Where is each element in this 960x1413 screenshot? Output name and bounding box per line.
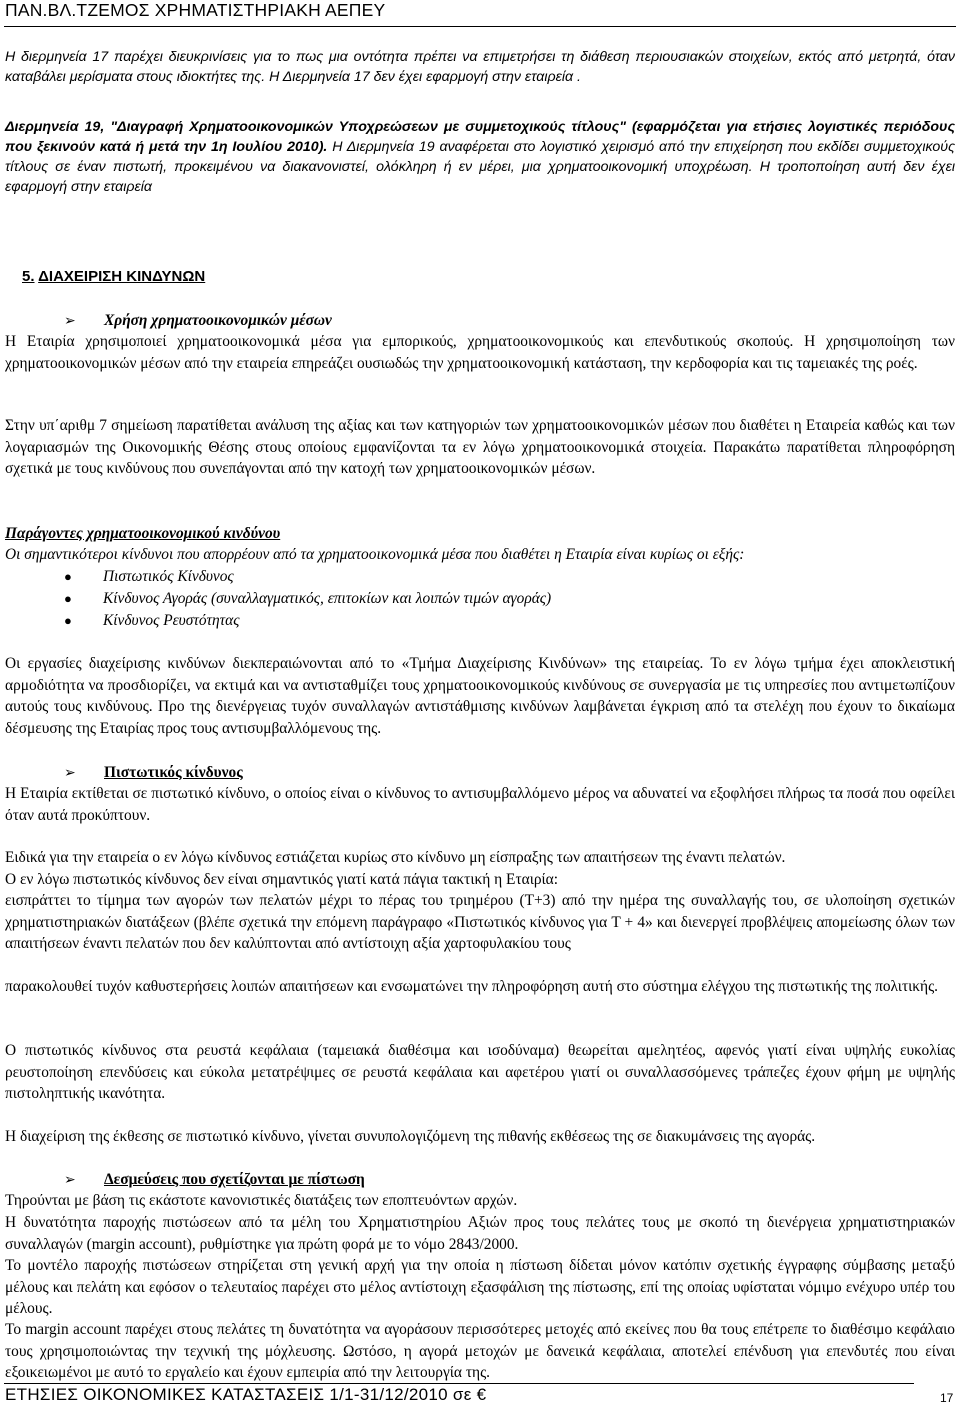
list-item-label: Κίνδυνος Ρευστότητας [103,612,240,629]
header-rule [4,26,956,27]
risk-list [64,566,551,632]
footer-rule [4,1383,914,1384]
factors-heading-label: Παράγοντες χρηματοοικονομικού κινδύνου [5,525,281,542]
paragraph-margin-account-law: Η δυνατότητα παροχής πιστώσεων από τα μέλη του Χρηματιστηρίου Αξιών προς τους πελάτες τους με σκοπό τη διενέργεια χρηματιστηριακών συναλλαγών (margin account), ρυθμίστηκε για πρώτη φορά με το νόμο 2843/2000. [5,1214,955,1253]
paragraph-commitments-regulation: Τηρούνται με βάση τις εκάστοτε κανονιστικές διατάξεις των εποπτευόντων αρχών. [5,1192,518,1209]
bullet-icon: ● [64,613,72,628]
paragraph-credit-model: Το μοντέλο παροχής πιστώσεων στηρίζεται στη γενική αρχή για την οποία η πίστωση δίδεται μόνον κατόπιν σχετικής έγγραφης σύμβασης μεταξύ μέλους και πελάτη και εφόσον ο τελευταίος παρέχει στο μέλος αντίστοιχη εξασφάλιση της πίστωσης, επί της οποίας υφίσταται νόμιμο ενέχυρο υπέρ του μέλους. [5,1257,955,1318]
list-item [64,588,551,610]
bullet-icon: ● [64,569,72,584]
subheading-credit-commitments [64,1169,365,1192]
list-item [64,566,551,588]
paragraph-interpretation-19 [5,117,955,197]
paragraph-credit-policy: Ο εν λόγω πιστωτικός κίνδυνος δεν είναι σημαντικός γιατί κατά πάγια τακτική η Εταιρία: [5,871,559,888]
page-number: 17 [940,1391,954,1405]
list-item-label: Κίνδυνος Αγοράς (συναλλαγματικός, επιτοκίων και λοιπών τιμών αγοράς) [103,590,552,607]
subheading-credit-risk-label: Πιστωτικός κίνδυνος [104,764,243,781]
section-number: 5. [22,268,35,285]
factors-heading [5,523,955,545]
paragraph-interpretation-17: Η διερμηνεία 17 παρέχει διευκρινίσεις για το πως μια οντότητα πρέπει να επιμετρήσει τη διάθεση περιουσιακών στοιχείων, εκτός από μετρητά, όταν καταβάλει μερίσματα στους ιδιοκτήτες της. Η Διερμηνεία 17 δεν έχει εφαρμογή στην εταιρεία . [5,49,955,85]
paragraph-credit-exposure-management: Η διαχείριση της έκθεσης σε πιστωτικό κίνδυνο, γίνεται συνυπολογιζόμενη της πιθανής εκθέσεως της σε διακυμάνσεις της αγοράς. [5,1128,816,1145]
arrow-bullet-icon: ➢ [64,765,76,781]
section-heading [22,268,205,285]
subheading-financial-instruments-label: Χρήση χρηματοοικονομικών μέσων [104,312,332,329]
factors-intro-text: Οι σημαντικότεροι κίνδυνοι που απορρέουν από τα χρηματοοικονομικά μέσα που διαθέτει η Εταιρία είναι κυρίως οι εξής: [5,546,745,563]
page-header: ΠΑΝ.ΒΛ.ΤΖΕΜΟΣ ΧΡΗΜΑΤΙΣΤΗΡΙΑΚΗ ΑΕΠΕΥ [5,0,386,20]
bullet-icon: ● [64,591,72,606]
section-title: ΔΙΑΧΕΙΡΙΣΗ ΚΙΝΔΥΝΩΝ [38,268,206,285]
subheading-credit-commitments-label: Δεσμεύσεις που σχετίζονται με πίστωση [104,1171,365,1188]
interpretation-19-body: Η Διερμηνεία 19 αναφέρεται στο λογιστικό χειρισμό από την επιχείρηση που εκδίδει συμμετοχικούς τίτλους σε έναν πιστωτή, προκειμένου να διακανονιστεί, ολόκληρη ή εν μέρει, μια χρηματοοικονομική υποχρέωση. Η τροποποίηση αυτή δεν έχει εφαρμογή στην εταιρεία [5,139,955,195]
interpretation-19-heading: Διερμηνεία 19, "Διαγραφή Χρηματοοικονομικών Υποχρεώσεων με συμμετοχικούς τίτλους" (εφαρμόζεται για ετήσιες λογιστικές περιόδους που ξεκινούν κατά ή μετά την 1η Ιουλίου 2010). [5,119,955,155]
paragraph-credit-exposure: Η Εταιρία εκτίθεται σε πιστωτικό κίνδυνο, ο οποίος είναι ο κίνδυνος το αντισυμβαλλόμενο μέρος να αδυνατεί να εξοφλήσει πλήρως τα ποσά που οφείλει όταν αυτά προκύπτουν. [5,785,955,824]
paragraph-note-7: Στην υπ΄αριθμ 7 σημείωση παρατίθεται ανάλυση της αξίας και των κατηγοριών των χρηματοοικονομικών μέσων που διαθέτει η Εταιρεία καθώς και των λογαριασμών της Οικονομικής Θέσης στους οποίους εμφανίζονται τα εν λόγω χρηματοοικονομικά στοιχεία. Παρακάτω παρατίθεται πληροφόρηση σχετικά με τους κινδύνους που συνεπάγονται από την κατοχή των χρηματοοικονομικών μέσων. [5,417,955,478]
paragraph-credit-collection: εισπράττει το τίμημα των αγορών των πελατών μέχρι το πέρας του τριημέρου (T+3) από την ημέρα της συναλλαγής του, σε υλοποίηση σχετικών χρηματιστηριακών διατάξεων (βλέπε σχετικά την επόμενη παράγραφο «Πιστωτικός κίνδυνος για T + 4» και διενεργεί προβλέψεις απομείωσης όλων των απαιτήσεων έναντι πελατών που δεν καλύπτονται από αντίστοιχη αξία χαρτοφυλακίου τους [5,892,955,953]
paragraph-cash-credit-risk: Ο πιστωτικός κίνδυνος στα ρευστά κεφάλαια (ταμειακά διαθέσιμα και ισοδύναμα) θεωρείται αμελητέος, αφενός γιατί είναι υψηλής ευκολίας ρευστοποίηση επενδύσεις και εύκολα μετατρέψιμες σε ρευστά κεφάλαια και αφετέρου γιατί οι συναλλασσόμενες τράπεζες έχουν φήμη με υψηλής πιστοληπτικής ικανότητα. [5,1042,955,1103]
subheading-credit-risk [64,762,243,785]
arrow-bullet-icon: ➢ [64,313,76,329]
paragraph-financial-instruments-use: Η Εταιρία χρησιμοποιεί χρηματοοικονομικά μέσα για εμπορικούς, χρηματοοικονομικούς και επενδυτικούς σκοπούς. Η χρησιμοποίηση των χρηματοοικονομικών μέσων από την εταιρεία επηρεάζει ουσιωδώς την χρηματοοικονομική κατάσταση, την κερδοφορία και τις ταμειακές της ροές. [5,333,955,372]
paragraph-credit-monitoring: παρακολουθεί τυχόν καθυστερήσεις λοιπών απαιτήσεων και ενσωματώνει την πληροφόρηση αυτή στο σύστημα ελέγχου της πιστωτικής της πολιτικής. [5,978,939,995]
paragraph-margin-account: Το margin account παρέχει στους πελάτες τη δυνατότητα να αγοράσουν περισσότερες μετοχές από εκείνες που θα τους επέτρεπε το διαθέσιμο κεφάλαιο τους χρησιμοποιώντας την τεχνική της μόχλευσης. Ωστόσο, η αγορά μετοχών με δανεικά κεφάλαια, αποτελεί επένδυση για επενδυτές που είναι εξοικειωμένοι με αυτό το εργαλείο και έχουν εμπειρία από την λειτουργία της. [5,1321,955,1382]
list-item [64,610,551,632]
factors-intro [5,544,955,566]
list-item-label: Πιστωτικός Κίνδυνος [103,568,234,585]
page-footer: ΕΤΗΣΙΕΣ ΟΙΚΟΝΟΜΙΚΕΣ ΚΑΤΑΣΤΑΣΕΙΣ 1/1-31/12/2010 σε € [5,1385,487,1404]
subheading-financial-instruments [64,310,332,333]
arrow-bullet-icon: ➢ [64,1172,76,1188]
paragraph-risk-management: Οι εργασίες διαχείρισης κινδύνων διεκπεραιώνονται από το «Τμήμα Διαχείρισης Κινδύνων» της εταιρείας. Το εν λόγω τμήμα έχει αποκλειστική αρμοδιότητα να προσδιορίζει, να εκτιμά και να αντισταθμίζει τους χρηματοοικονομικούς κινδύνους σε συνεργασία με τις υπηρεσίες που αντιμετωπίζουν αυτούς τους κινδύνους. Προ της διενέργειας τυχόν συναλλαγών αντιστάθμισης κινδύνων λαμβάνεται έγκριση από τα στελέχη που έχουν το δικαίωμα δέσμευσης της Εταιρίας προς τους αντισυμβαλλόμενους της. [5,655,955,737]
paragraph-credit-specific: Ειδικά για την εταιρεία ο εν λόγω κίνδυνος εστιάζεται κυρίως στο κίνδυνο μη είσπραξης των απαιτήσεων της έναντι πελατών. [5,849,786,866]
